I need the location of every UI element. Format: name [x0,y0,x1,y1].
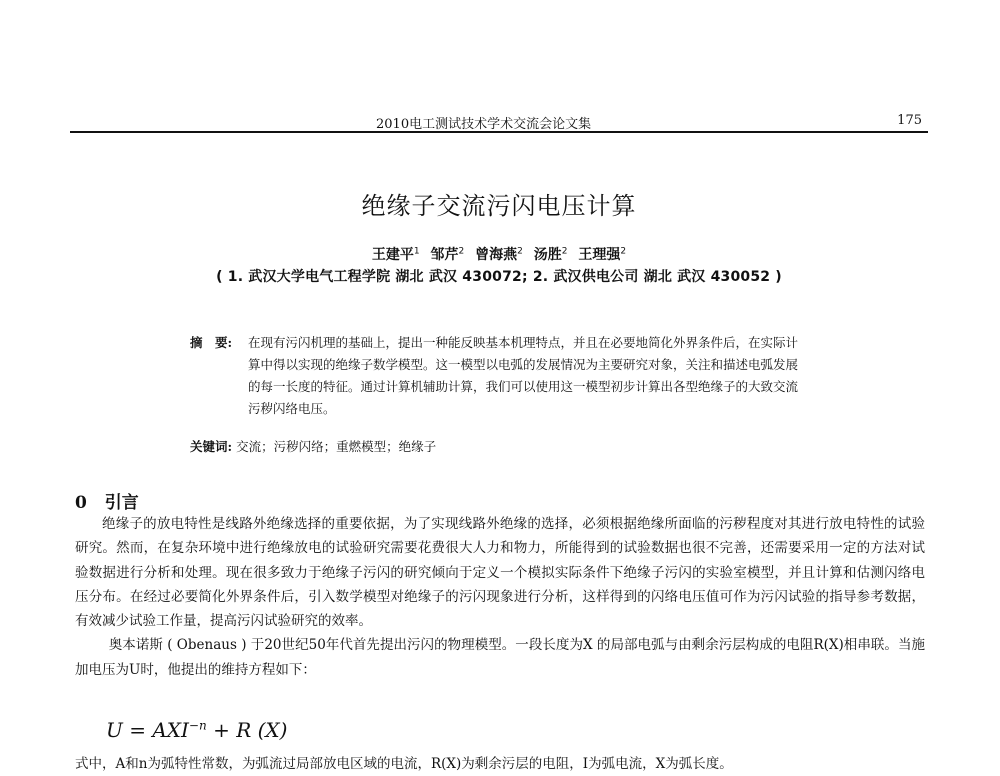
obenaus-equation: $U = AXI^{-n} + R$ (X) [106,718,288,742]
abstract [190,332,810,420]
abstract-text: 在现有污闪机理的基础上，提出一种能反映基本机理特点，并且在必要地简化外界条件后，在实际计算中得以实现的绝缘子数学模型。这一模型以电弧的发展情况为主要研究对象，关注和描述电弧发展的每一长度的特征。通过计算机辅助计算，我们可以使用这一模型初步计算出各型绝缘子的大致交流污秽闪络电压。 [248,335,799,416]
paper-title: 绝缘子交流污闪电压计算 [361,192,637,220]
running-header [70,113,928,131]
section-heading [75,488,139,513]
body-text [75,512,925,682]
page-number: 175 [897,113,922,128]
journal-title: 2010电工测试技术学术交流会论文集 [376,117,592,132]
author: 王建平$^1$ [371,246,420,263]
paragraph: 奥本诺斯 ( Obenaus ) 于20世纪50年代首先提出污闪的物理模型。一段长度为X 的局部电弧与由剩余污层构成的电阻R(X)相串联。当施加电压为U时，他提出的维持方程如下： [75,637,925,678]
author: 王理强$^2$ [578,246,627,263]
author: 曾海燕$^2$ [475,246,523,263]
author: 邹芹$^2$ [430,246,465,263]
author: 汤胜$^2$ [533,246,568,263]
abstract-label: 摘 要: [190,335,233,350]
keywords-label: 关键词: [190,439,233,454]
cutoff-line: 式中，A和n为弧特性常数，为弧流过局部放电区域的电流，R(X)为剩余污层的电阻，I为弧电流，X为弧长度。 [75,756,733,772]
section-title: 引言 [104,493,139,513]
author-list [70,244,928,264]
paragraph: 绝缘子的放电特性是线路外绝缘选择的重要依据，为了实现线路外绝缘的选择，必须根据绝缘所面临的污秽程度对其进行放电特性的试验研究。然而，在复杂环境中进行绝缘放电的试验研究需要花费很大人力和物力，所能得到的试验数据也很不完善，还需要采用一定的方法对试验数据进行分析和处理。现在很多致力于绝缘子污闪的研究倾向于定义一个模拟实际条件下绝缘子污闪的实验室模型，并且计算和估测闪络电压分布。在经过必要简化外界条件后，引入数学模型对绝缘子的污闪现象进行分析，这样得到的闪络电压值可作为污闪试验的指导参考数据，有效减少试验工作量，提高污闪试验研究的效率。 [75,516,925,630]
header-rule [70,131,928,133]
affiliation: ( 1. 武汉大学电气工程学院 湖北 武汉 430072; 2. 武汉供电公司 湖北 武汉 430052 ) [216,269,782,285]
keywords [190,437,810,455]
section-number: 0 [75,493,87,513]
keywords-text: 交流；污秽闪络；重燃模型；绝缘子 [236,439,437,454]
